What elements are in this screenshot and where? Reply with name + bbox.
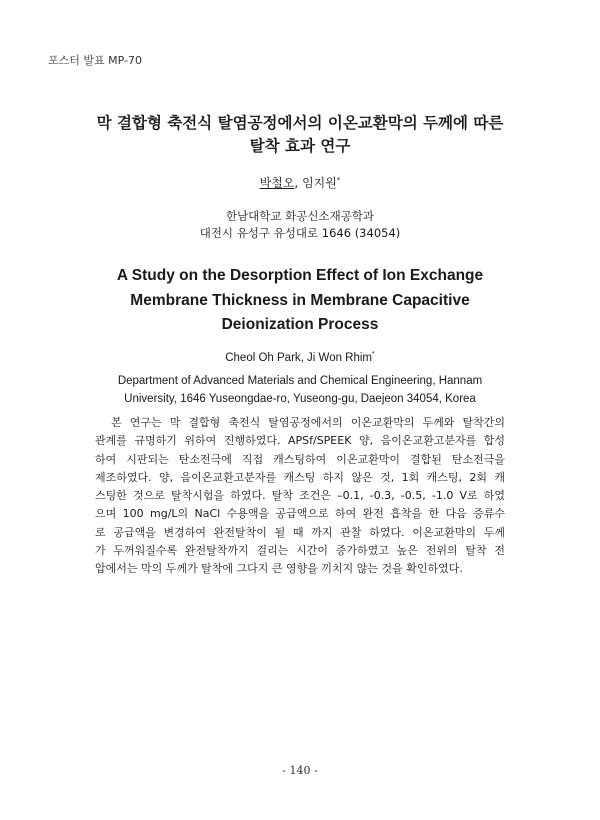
- english-title: [40, 264, 560, 338]
- session-label: 포스터 발표 MP-70: [48, 54, 142, 67]
- abstract-body: [95, 414, 505, 579]
- english-title-line: Membrane Thickness in Membrane Capacitive: [130, 291, 470, 309]
- abstract-line: 하여 시판되는 탄소전극에 직접 캐스팅하여 이온교환막이 결합된 탄소전극을: [95, 452, 505, 466]
- english-authors: [0, 352, 600, 364]
- korean-authors: [0, 174, 600, 191]
- presenter-name: 박철오: [259, 176, 295, 190]
- korean-title-line: 막 결합형 축전식 탈염공정에서의 이온교환막의 두께에 따른: [96, 114, 504, 132]
- english-affiliation-line: Department of Advanced Materials and Chemical Engineering, Hannam: [117, 375, 483, 387]
- korean-title-line: 탈착 효과 연구: [249, 137, 351, 155]
- korean-affiliation-line: 대전시 유성구 유성대로 1646 (34054): [199, 226, 401, 240]
- english-affiliation: [40, 372, 560, 408]
- corresponding-mark-english: *: [372, 351, 375, 359]
- english-affiliation-line: University, 1646 Yuseongdae-ro, Yuseong-gu, Daejeon 34054, Korea: [124, 393, 476, 405]
- page-number: - 140 -: [282, 764, 318, 777]
- abstract-line: 가 두꺼워질수록 완전탈착까지 걸리는 시간이 증가하였고 높은 전위의 탈착 전: [95, 544, 505, 558]
- abstract-line: 스팅한 것으로 탈착시험을 하였다. 탈착 조건은 –0.1, -0.3, -0.5, -1.0 V로 하였: [95, 489, 505, 503]
- korean-affiliation: [0, 208, 600, 242]
- abstract-line: 본 연구는 막 결합형 축전식 탈염공정에서의 이온교환막의 두께와 탈착간의: [95, 416, 505, 429]
- corresponding-author-name: 임지원: [302, 176, 337, 190]
- abstract-line: 로 공급액을 변경하여 완전탈착이 될 때 까지 관찰 하였다. 이온교환막의 두께: [95, 525, 505, 539]
- abstract-line: 압에서는 막의 두께가 탈착에 그다지 큰 영향을 끼치지 않는 것을 확인하였다.: [95, 562, 463, 576]
- abstract-line: 제조하였다. 양, 음이온교환고분자를 캐스팅 하지 않은 것, 1회 캐스팅, 2회 캐: [95, 470, 505, 484]
- korean-title: [40, 112, 560, 158]
- english-title-line: A Study on the Desorption Effect of Ion Exchange: [116, 267, 484, 284]
- abstract-line: 으며 100 mg/L의 NaCl 수용액을 공급액으로 하여 완전 흡착을 한 다음 증류수: [95, 507, 505, 521]
- english-title-line: Deionization Process: [221, 316, 379, 333]
- corresponding-mark: *: [336, 176, 341, 184]
- english-author-names: Cheol Oh Park, Ji Won Rhim: [225, 352, 373, 364]
- korean-affiliation-line: 한남대학교 화공신소재공학과: [225, 209, 375, 223]
- abstract-line: 관계를 규명하기 위하여 진행하였다. APSf/SPEEK 양, 음이온교환고분자를 합성: [95, 434, 505, 448]
- author-separator: ,: [294, 176, 303, 190]
